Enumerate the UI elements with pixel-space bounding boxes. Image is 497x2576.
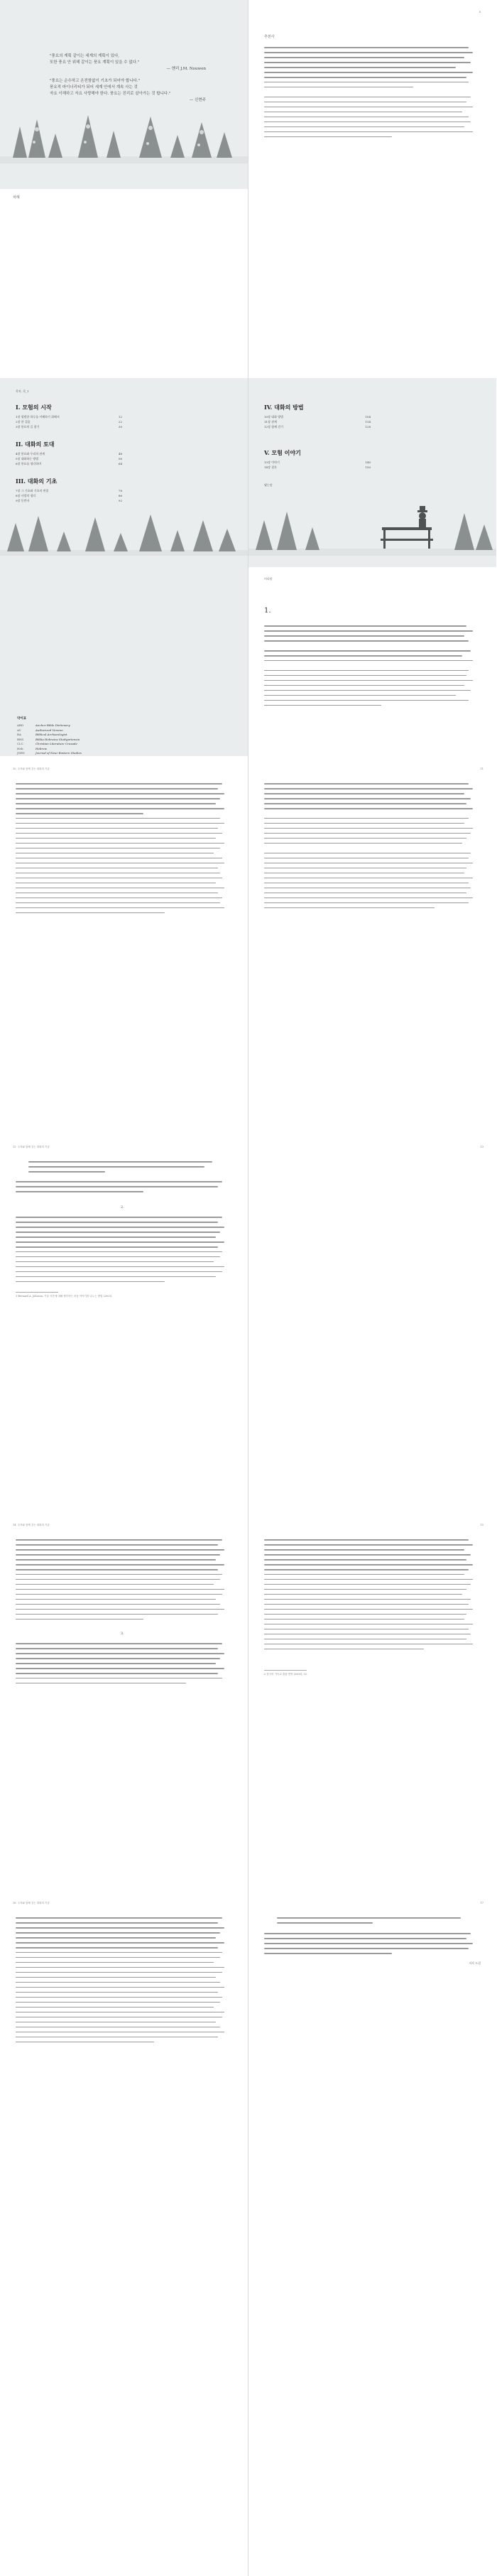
abbreviation-value: Biblical Archaeologist <box>36 733 67 736</box>
spread-blank <box>0 1701 497 1890</box>
abbreviation-value: Anchor Bible Dictionary <box>36 723 70 727</box>
toc-right-page <box>248 378 496 567</box>
foreword-right-page <box>248 0 496 189</box>
toc-section-2 <box>16 441 122 466</box>
running-header <box>13 767 50 771</box>
body-right-page <box>248 1512 496 1701</box>
body-text <box>264 783 477 912</box>
spread-body-2 <box>0 1134 497 1323</box>
blank-right-page <box>248 1323 496 1512</box>
section-number: 1. <box>264 607 271 615</box>
page-number: 14 <box>13 1524 16 1526</box>
running-header <box>13 1902 50 1905</box>
preface-page <box>248 567 496 756</box>
body-left-page <box>0 756 248 945</box>
running-title: 주자와 함께 걷는 대화의 기술 <box>17 1524 50 1526</box>
snowy-trees-illustration <box>0 114 248 163</box>
toc-section-title: III. 대화의 기초 <box>16 478 58 485</box>
body-left-page <box>0 1134 248 1323</box>
spread-blank <box>0 2079 497 2268</box>
blank-left-page <box>0 189 248 378</box>
toc-entry[interactable]: 2장 한 걸음 22 <box>16 420 122 424</box>
toc-section-title: II. 대화의 토대 <box>16 441 55 448</box>
preface-header: 머리말 <box>264 577 273 581</box>
foreword-text <box>264 47 477 141</box>
toc-entry[interactable]: 9장 동반자 92 <box>16 499 122 502</box>
body-text <box>16 1917 229 2047</box>
spread-blank <box>0 1323 497 1512</box>
section-heading: 추천사 <box>264 35 275 39</box>
running-title: 주자와 함께 걷는 대화의 기술 <box>17 1902 50 1904</box>
preface-text <box>264 625 477 710</box>
toc-entry[interactable]: 13장 이야기 140 <box>264 460 371 464</box>
abbreviation-key: BA <box>17 733 21 736</box>
body-right-page <box>248 756 496 945</box>
blank-left-page <box>0 1701 248 1890</box>
body-right-page <box>248 1890 496 2079</box>
page-number: 15 <box>480 1524 484 1526</box>
body-text <box>16 1181 229 1196</box>
spread-2 <box>0 189 497 378</box>
abbreviation-key: CLC <box>17 742 23 745</box>
toc-entry[interactable]: 7장 그 기초와 기초의 연결 78 <box>16 489 122 492</box>
abbreviation-key: Heb. <box>17 746 24 750</box>
blank-right-page <box>248 2268 496 2457</box>
author-signature: 저자 드림 <box>469 1961 481 1965</box>
quote-line: "풍요의 계획 같이는 세계의 계획이 있다, <box>50 54 120 58</box>
cover-left-page <box>0 0 248 189</box>
toc-closing[interactable]: 맺는말 <box>264 483 273 487</box>
toc-section-3 <box>16 478 122 503</box>
abbreviation-value: Christian Literature Crusade <box>36 742 77 745</box>
blank-right-page <box>248 945 496 1134</box>
epigraph-quote-2 <box>50 78 206 104</box>
quote-line: 자요 이해하고 자요 사랑해야 한다. 풍요는 진리로 살아가는 것 합니다." <box>50 92 171 96</box>
bench-figure <box>381 506 433 549</box>
body-text <box>264 1539 477 1654</box>
body-text <box>16 1643 229 1688</box>
abbreviation-key: AV <box>17 728 21 732</box>
page-number: 12 <box>13 1146 16 1148</box>
abbreviation-key: JNES <box>17 751 25 755</box>
blank-left-page <box>0 945 248 1134</box>
page-number: 17 <box>480 1902 484 1904</box>
blank-left-page <box>0 2268 248 2457</box>
body-text <box>16 1217 229 1286</box>
toc-title: 목차, 목_1 <box>16 389 29 393</box>
abbreviation-heading: 약어표 <box>17 717 27 721</box>
toc-section-title: I. 모험의 시작 <box>16 404 52 411</box>
epigraph-quote-1 <box>50 53 206 72</box>
toc-entry[interactable]: 1장 평범한 하루를 이해하기 위해서 12 <box>16 415 122 419</box>
blank-left-page <box>0 2457 248 2576</box>
blank-right-page <box>248 1701 496 1890</box>
abbreviations-page <box>0 567 248 756</box>
bench-trees-illustration <box>248 499 496 556</box>
footnote: 1 Bernard A. Johnson, 기술 시간에 대해 생각하는 처음 이야기를 나누는 방법 (2003). <box>16 1295 113 1298</box>
spread-blank <box>0 2268 497 2457</box>
spread-body-3 <box>0 1512 497 1701</box>
quote-source: — 신현주 <box>189 98 206 102</box>
quote-line: "풍요는 순수하고 온전함없이 기초가 되어야 합니다." <box>50 79 141 83</box>
toc-entry[interactable]: 4장 풍요와 우리의 관계 48 <box>16 452 122 456</box>
page-number: 10 <box>13 767 16 770</box>
toc-section-title: V. 모험 이야기 <box>264 449 301 456</box>
spread-body-1 <box>0 756 497 945</box>
blank-right-page <box>248 189 496 378</box>
indented-quote <box>28 1161 220 1176</box>
abbreviation-value: Journal of Near Eastern Studies <box>36 751 82 755</box>
spread-toc <box>0 378 497 567</box>
running-header <box>13 1146 50 1149</box>
page-number: 5 <box>479 10 481 14</box>
abbreviation-value: Authorized Version <box>36 728 63 732</box>
toc-entry[interactable]: 12장 함께 걷기 128 <box>264 425 371 429</box>
toc-entry[interactable]: 8장 사랑의 생각 86 <box>16 494 122 497</box>
toc-section-5 <box>264 449 371 470</box>
toc-entry[interactable]: 10장 대화 방법 104 <box>264 415 371 419</box>
toc-left-page <box>0 378 248 567</box>
toc-entry[interactable]: 3장 풍요의 길 찾기 30 <box>16 425 122 429</box>
body-text <box>16 1539 229 1624</box>
running-header <box>13 1524 50 1527</box>
spread-blank <box>0 945 497 1134</box>
spread-body-4 <box>0 1890 497 2079</box>
body-left-page <box>0 1890 248 2079</box>
blank-left-page <box>0 1323 248 1512</box>
abbreviation-key: BHS <box>17 737 24 741</box>
snowy-trees-illustration <box>0 513 248 556</box>
body-right-page <box>248 1134 496 1323</box>
spread-blank <box>0 2457 497 2576</box>
blank-left-page <box>0 2079 248 2268</box>
quote-line: 풍요적 마이너리티가 되어 세계 안에서 계속 사는 것 <box>50 85 138 90</box>
indented-quote <box>277 1917 469 1927</box>
page-number: 11 <box>480 767 484 770</box>
spread-1 <box>0 0 497 189</box>
section-number: 3. <box>121 1632 124 1636</box>
blank-right-page <box>248 2079 496 2268</box>
toc-section-4 <box>264 404 371 429</box>
body-text <box>264 1933 477 1958</box>
toc-section-1 <box>16 404 122 429</box>
toc-entry[interactable]: 14장 결론 150 <box>264 465 371 469</box>
running-title: 주자와 함께 걷는 대화의 기술 <box>17 767 50 770</box>
toc-entry[interactable]: 11장 관계 114 <box>264 420 371 424</box>
toc-entry[interactable]: 5장 대화하는 방법 56 <box>16 457 122 460</box>
abbreviation-key: ABD <box>17 723 24 727</box>
spread-abbreviations <box>0 567 497 756</box>
footnote-separator <box>264 1670 307 1671</box>
section-number: 2. <box>121 1205 124 1209</box>
footnote-separator <box>16 1292 58 1293</box>
page-number: 16 <box>13 1902 16 1904</box>
abbreviation-value: Biblia Hebraica Stuttgartensia <box>36 737 80 741</box>
quote-line: 또한 풍요 안 위해 같이는 풍요 계획이 있을 수 없다." <box>50 60 140 65</box>
page-number: 13 <box>480 1146 484 1148</box>
quote-source: — 헨리 J.M. Nouwen <box>166 67 206 71</box>
footnote: 2 한국어 기독교 출판 번역 (2005), 32. <box>264 1673 308 1676</box>
body-text <box>16 783 229 917</box>
abbreviation-value: Hebrew <box>36 746 48 750</box>
body-left-page <box>0 1512 248 1701</box>
running-title: 주자와 함께 걷는 대화의 기술 <box>17 1146 50 1148</box>
blank-right-page <box>248 2457 496 2576</box>
toc-entry[interactable]: 6장 풍요를 생각하며 64 <box>16 462 122 465</box>
toc-section-title: IV. 대화의 방법 <box>264 404 304 411</box>
page-label: 차례 <box>13 195 20 200</box>
